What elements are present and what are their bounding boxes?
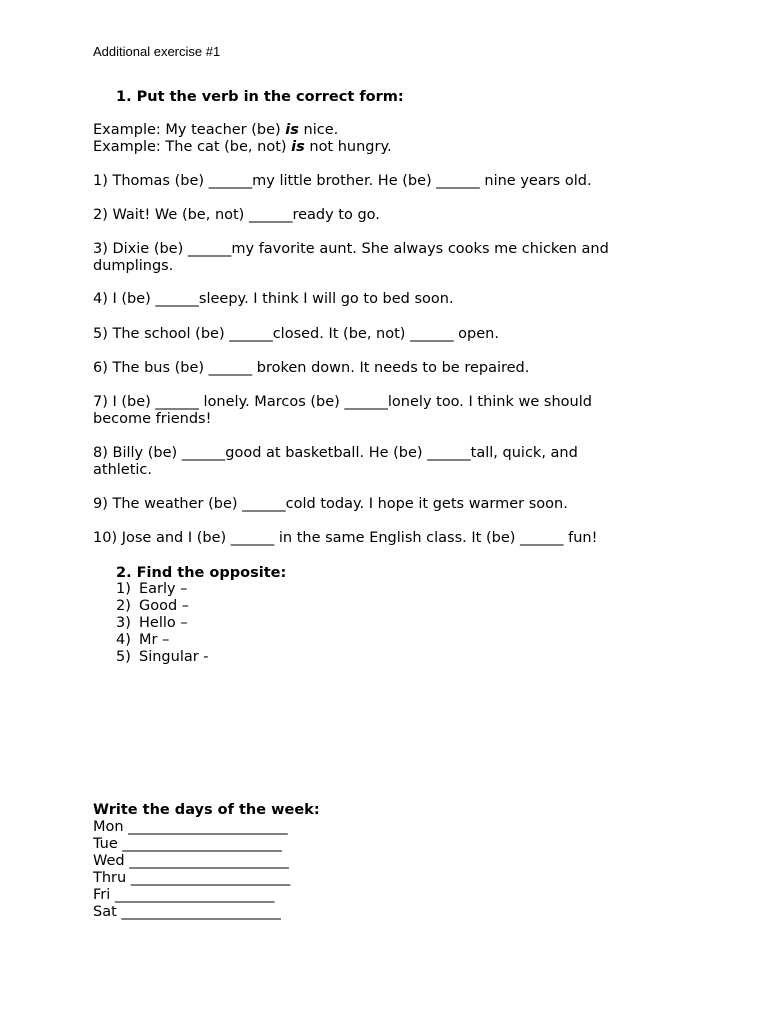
opposite-item xyxy=(116,598,189,615)
example-1-before: Example: My teacher (be) xyxy=(93,122,286,138)
exercise-line: 9) The weather (be) ______cold today. I hope it gets warmer soon. xyxy=(93,496,568,512)
opposite-item-text: Good – xyxy=(139,598,190,614)
exercise-line: 3) Dixie (be) ______my favorite aunt. She always cooks me chicken and xyxy=(93,241,609,257)
opposite-item-number: 4) xyxy=(116,632,131,648)
day-line: Thru ______________________ xyxy=(93,870,291,886)
day-line: Fri ______________________ xyxy=(93,887,275,903)
exercise-line: become friends! xyxy=(93,411,212,427)
document-title: Additional exercise #1 xyxy=(93,44,221,59)
exercise-line: 7) I (be) ______ lonely. Marcos (be) ______lonely too. I think we should xyxy=(93,394,592,410)
exercise-line: 5) The school (be) ______closed. It (be, not) ______ open. xyxy=(93,326,499,342)
opposite-item-text: Mr – xyxy=(139,632,170,648)
opposite-item-text: Early – xyxy=(139,581,188,597)
day-line: Tue ______________________ xyxy=(93,836,282,852)
opposite-item xyxy=(116,649,209,666)
day-line: Mon ______________________ xyxy=(93,819,288,835)
example-2-answer: is xyxy=(291,139,305,155)
section-2-heading: 2. Find the opposite: xyxy=(116,565,287,581)
example-line-1 xyxy=(93,122,338,139)
example-2-before: Example: The cat (be, not) xyxy=(93,139,292,155)
opposite-item-number: 1) xyxy=(116,581,131,597)
example-line-2 xyxy=(93,139,392,156)
opposite-item xyxy=(116,632,169,649)
opposite-item-number: 2) xyxy=(116,598,131,614)
opposite-item-number: 3) xyxy=(116,615,131,631)
opposite-item-text: Hello – xyxy=(139,615,188,631)
exercise-line: 2) Wait! We (be, not) ______ready to go. xyxy=(93,207,380,223)
example-1-after: nice. xyxy=(298,122,339,138)
opposite-item xyxy=(116,581,187,598)
exercise-line: athletic. xyxy=(93,462,153,478)
example-1-answer: is xyxy=(285,122,299,138)
example-2-after: not hungry. xyxy=(304,139,392,155)
opposite-item xyxy=(116,615,188,632)
day-line: Wed ______________________ xyxy=(93,853,289,869)
exercise-line: 1) Thomas (be) ______my little brother. He (be) ______ nine years old. xyxy=(93,173,592,189)
exercise-line: 6) The bus (be) ______ broken down. It needs to be repaired. xyxy=(93,360,530,376)
section-1-heading: 1. Put the verb in the correct form: xyxy=(116,89,404,105)
exercise-line: 4) I (be) ______sleepy. I think I will go to bed soon. xyxy=(93,291,454,307)
opposite-item-number: 5) xyxy=(116,649,131,665)
opposite-item-text: Singular - xyxy=(139,649,209,665)
day-line: Sat ______________________ xyxy=(93,904,281,920)
days-heading: Write the days of the week: xyxy=(93,802,320,818)
exercise-line: 10) Jose and I (be) ______ in the same English class. It (be) ______ fun! xyxy=(93,530,598,546)
exercise-line: dumplings. xyxy=(93,258,174,274)
exercise-line: 8) Billy (be) ______good at basketball. He (be) ______tall, quick, and xyxy=(93,445,578,461)
